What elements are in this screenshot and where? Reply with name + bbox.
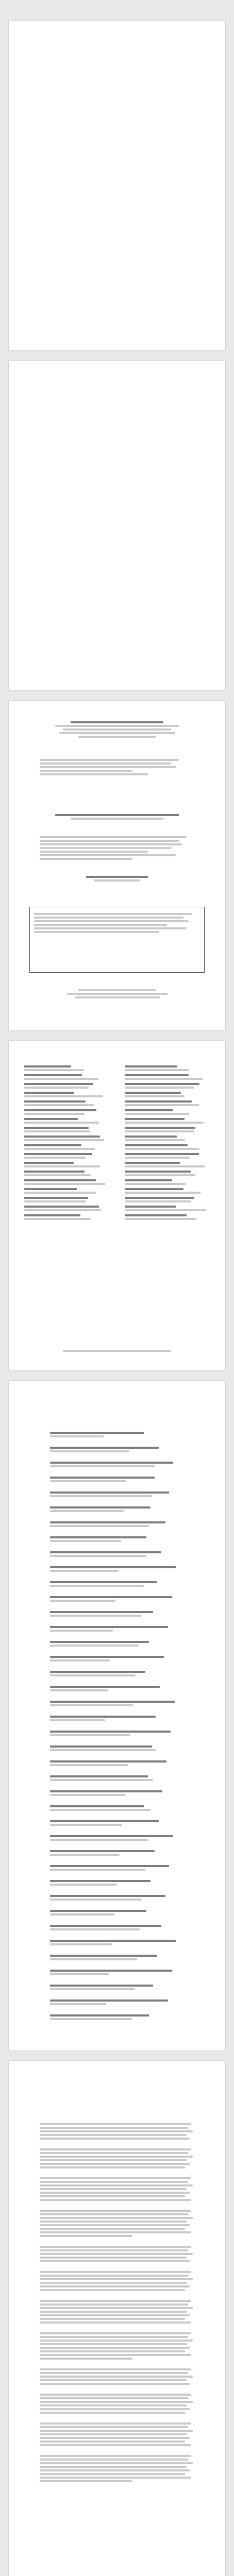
board-member	[125, 1179, 210, 1185]
text-line	[40, 2213, 188, 2215]
toc-entry[interactable]	[50, 1636, 184, 1651]
text-line	[40, 2426, 188, 2428]
text-line	[40, 2217, 193, 2219]
toc-chapter-label	[50, 1502, 184, 1505]
board-member	[24, 1214, 109, 1220]
toc-chapter-label	[50, 1890, 184, 1893]
toc-entry[interactable]	[50, 1756, 184, 1770]
toc-entry[interactable]	[50, 1517, 184, 1531]
board-member	[24, 1162, 109, 1167]
text-line	[40, 2249, 188, 2251]
toc-chapter-label	[50, 1651, 184, 1654]
text-line	[40, 2412, 185, 2414]
text-line	[40, 2188, 187, 2190]
toc-chapter-label	[50, 1726, 184, 1729]
board-member	[125, 1118, 210, 1124]
text-line	[40, 2289, 185, 2291]
toc-chapter-label	[50, 1860, 184, 1863]
board-member	[125, 1171, 210, 1176]
toc-entry[interactable]	[50, 1577, 184, 1591]
text-line	[40, 2466, 187, 2468]
toc-chapter-label	[50, 1771, 184, 1774]
toc-chapter-label	[50, 1472, 184, 1475]
toc-chapter-label	[50, 1756, 184, 1759]
presentation-page	[9, 2061, 225, 2576]
toc-chapter-label	[50, 1487, 184, 1490]
text-line	[40, 2314, 190, 2316]
toc-chapter-label	[50, 1801, 184, 1804]
text-line	[40, 2343, 187, 2345]
toc-chapter-label	[50, 1427, 184, 1430]
text-line	[40, 2462, 193, 2464]
toc-entry[interactable]	[50, 1995, 184, 2009]
board-member	[24, 1153, 109, 1159]
text-line	[40, 2404, 187, 2406]
text-line	[40, 2260, 190, 2262]
cover-page	[9, 21, 225, 350]
text-line	[40, 2210, 191, 2212]
board-member	[24, 1179, 109, 1185]
text-line	[40, 2444, 191, 2446]
paragraph	[40, 2208, 194, 2239]
text-line	[40, 2408, 190, 2410]
toc-chapter-label	[50, 1457, 184, 1460]
toc-entry[interactable]	[50, 1591, 184, 1606]
text-line	[40, 2300, 191, 2302]
text-line	[40, 2311, 187, 2313]
toc-chapter-label	[50, 1741, 184, 1744]
toc-chapter-label	[50, 1681, 184, 1684]
text-line	[40, 2433, 187, 2435]
text-line	[40, 2376, 193, 2378]
board-member	[24, 1100, 109, 1106]
text-line	[40, 2332, 191, 2334]
toc-chapter-label	[50, 1950, 184, 1953]
text-line	[40, 2159, 187, 2161]
catalog-card	[40, 835, 194, 861]
toc-chapter-label	[50, 1905, 184, 1908]
text-line	[40, 2253, 193, 2255]
board-member	[125, 1065, 210, 1071]
text-line	[40, 2368, 191, 2370]
toc-chapter-label	[50, 1547, 184, 1550]
text-line	[40, 2156, 193, 2158]
board-member	[24, 1127, 109, 1132]
toc-chapter-label	[50, 1831, 184, 1834]
board-member	[24, 1188, 109, 1194]
text-line	[40, 2282, 187, 2284]
text-line	[40, 2307, 193, 2309]
catalog-heading	[40, 814, 194, 821]
text-line	[40, 2163, 190, 2165]
toc-entry[interactable]	[50, 1950, 184, 1964]
board-member	[125, 1127, 210, 1132]
toc-chapter-label	[50, 1442, 184, 1445]
toc-chapter-label	[50, 1532, 184, 1535]
toc-entry[interactable]	[50, 1696, 184, 1710]
text-line	[40, 2123, 191, 2125]
toc-entry[interactable]	[50, 1935, 184, 1950]
board-member	[24, 1118, 109, 1124]
toc-entry[interactable]	[50, 1786, 184, 1800]
text-line	[40, 2477, 191, 2479]
text-line	[40, 2235, 132, 2237]
text-line	[40, 2148, 191, 2150]
board-member	[125, 1136, 210, 1141]
paragraph	[40, 2269, 194, 2293]
board-member	[24, 1206, 109, 1211]
toc-chapter-label	[50, 1666, 184, 1669]
text-line	[40, 2430, 193, 2432]
toc-entry[interactable]	[50, 1711, 184, 1725]
toc-entry[interactable]	[50, 1816, 184, 1830]
toc-chapter-label	[50, 1786, 184, 1789]
paragraph	[40, 2392, 194, 2415]
text-line	[40, 2271, 191, 2273]
toc-entry[interactable]	[50, 1502, 184, 1516]
board-member	[125, 1197, 210, 1202]
board-member	[125, 1162, 210, 1167]
toc-entry[interactable]	[50, 1845, 184, 1860]
toc-chapter-label	[50, 1965, 184, 1968]
board-member	[125, 1083, 210, 1089]
toc-chapter-label	[50, 1980, 184, 1983]
text-line	[40, 2199, 191, 2201]
text-line	[40, 2278, 193, 2280]
board-member	[24, 1092, 109, 1097]
text-line	[40, 2166, 185, 2168]
toc-entry[interactable]	[50, 1890, 184, 1905]
text-line	[40, 2437, 190, 2439]
toc-entry[interactable]	[50, 1621, 184, 1636]
text-line	[40, 2127, 188, 2129]
text-line	[40, 2401, 193, 2403]
text-line	[40, 2459, 188, 2461]
text-line	[40, 2184, 193, 2187]
text-line	[40, 2257, 187, 2259]
paragraph	[40, 2331, 194, 2361]
toc-chapter-label	[50, 1591, 184, 1595]
scientific-board-column	[125, 1061, 210, 1223]
text-line	[40, 2455, 191, 2457]
toc-entry[interactable]	[50, 1547, 184, 1561]
board-member	[125, 1153, 210, 1159]
text-line	[40, 2134, 187, 2136]
toc-entry[interactable]	[50, 1487, 184, 1501]
text-line	[40, 2473, 185, 2475]
text-line	[40, 2231, 191, 2233]
text-line	[40, 2347, 190, 2349]
text-line	[40, 2469, 190, 2471]
board-member	[24, 1109, 109, 1115]
summary-page	[9, 1381, 225, 2050]
text-line	[40, 2195, 185, 2197]
text-line	[40, 2138, 190, 2140]
paragraph	[40, 2244, 194, 2264]
text-line	[40, 2340, 193, 2342]
toc-entry[interactable]	[50, 1651, 184, 1666]
text-line	[40, 2303, 188, 2306]
paragraph	[40, 2122, 194, 2141]
toc-entry[interactable]	[50, 1532, 184, 1546]
text-line	[40, 2318, 185, 2320]
toc-entry[interactable]	[50, 1726, 184, 1740]
text-line	[40, 2372, 188, 2374]
toc-chapter-label	[50, 1816, 184, 1819]
board-member	[24, 1074, 109, 1080]
text-line	[40, 2379, 187, 2381]
text-line	[40, 2224, 190, 2226]
text-line	[40, 2130, 193, 2132]
board-member	[24, 1136, 109, 1141]
toc-entry[interactable]	[50, 1427, 184, 1442]
toc-chapter-label	[50, 2010, 184, 2013]
toc-chapter-label	[50, 1562, 184, 1565]
toc-entry[interactable]	[50, 1472, 184, 1486]
toc-entry[interactable]	[50, 1905, 184, 1920]
board-member	[24, 1171, 109, 1176]
toc-chapter-label	[50, 1517, 184, 1520]
paragraph	[40, 2147, 194, 2170]
toc-entry[interactable]	[50, 1980, 184, 1994]
text-line	[40, 2383, 190, 2385]
toc-chapter-label	[50, 1711, 184, 1714]
toc-entry[interactable]	[50, 1831, 184, 1845]
text-line	[40, 2350, 185, 2352]
board-member	[125, 1109, 210, 1115]
board-member	[125, 1100, 210, 1106]
toc-entry[interactable]	[50, 2010, 184, 2024]
text-line	[40, 2358, 132, 2360]
toc-entry[interactable]	[50, 1442, 184, 1456]
publisher-address	[40, 989, 194, 1000]
toc-chapter-label	[50, 1995, 184, 1998]
toc-chapter-label	[50, 1577, 184, 1580]
toc-entry[interactable]	[50, 1860, 184, 1875]
text-line	[40, 2321, 191, 2324]
text-line	[40, 2422, 191, 2425]
board-footnote	[40, 1350, 194, 1353]
toc-chapter-label	[50, 1920, 184, 1923]
board-member	[24, 1144, 109, 1150]
text-line	[40, 2394, 191, 2396]
toc-chapter-label	[50, 1606, 184, 1609]
board-member	[125, 1074, 210, 1080]
paragraph	[40, 2453, 194, 2484]
toc-entry[interactable]	[50, 1965, 184, 1979]
board-member	[24, 1197, 109, 1202]
toc-chapter-label	[50, 1875, 184, 1878]
toc-entry[interactable]	[50, 1681, 184, 1696]
text-line	[40, 2336, 188, 2338]
toc-entry[interactable]	[50, 1920, 184, 1935]
text-line	[40, 2228, 185, 2230]
text-line	[40, 2441, 185, 2443]
text-line	[40, 2354, 191, 2356]
editorial-board-page	[9, 1041, 225, 1370]
copyright-block	[40, 721, 194, 739]
title-page	[9, 361, 225, 690]
text-line	[40, 2246, 191, 2248]
toc-entry[interactable]	[50, 1875, 184, 1890]
board-member	[24, 1065, 109, 1071]
text-line	[40, 2221, 187, 2223]
toc-entry[interactable]	[50, 1457, 184, 1471]
toc-chapter-label	[50, 1845, 184, 1849]
board-member	[125, 1144, 210, 1150]
catalog-page	[9, 701, 225, 1030]
toc-entry[interactable]	[50, 1771, 184, 1785]
text-line	[40, 2152, 188, 2154]
isbn-block	[40, 876, 194, 883]
toc-entry[interactable]	[50, 1606, 184, 1621]
editorial-board-column	[24, 1061, 109, 1223]
paragraph	[40, 2421, 194, 2448]
toc-chapter-label	[50, 1621, 184, 1624]
toc-entry[interactable]	[50, 1741, 184, 1755]
board-member	[125, 1188, 210, 1194]
editorial-credits	[40, 757, 194, 777]
text-line	[40, 2181, 188, 2183]
text-line	[40, 2177, 191, 2179]
toc-chapter-label	[50, 1935, 184, 1938]
board-member	[125, 1206, 210, 1211]
toc-chapter-label	[50, 1696, 184, 1699]
paragraph	[40, 2298, 194, 2325]
text-line	[40, 2397, 188, 2399]
board-member	[125, 1092, 210, 1097]
text-line	[40, 2285, 190, 2287]
toc-chapter-label	[50, 1636, 184, 1639]
paragraph	[40, 2367, 194, 2386]
toc-entry[interactable]	[50, 1666, 184, 1681]
board-member	[24, 1083, 109, 1089]
paragraph	[40, 2176, 194, 2202]
text-line	[40, 2275, 188, 2277]
text-line	[40, 2480, 132, 2482]
toc-entry[interactable]	[50, 1562, 184, 1576]
board-member	[125, 1214, 210, 1220]
toc-entry[interactable]	[50, 1801, 184, 1815]
author-note-box	[29, 907, 205, 973]
text-line	[40, 2192, 190, 2194]
